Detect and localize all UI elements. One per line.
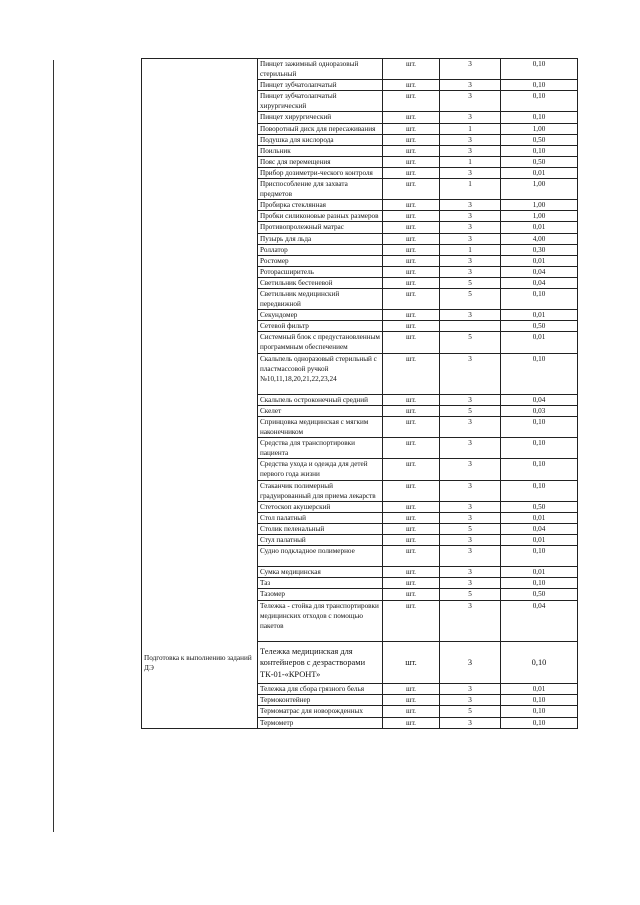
quantity-cell: 5 [440, 277, 501, 288]
quantity-cell [440, 321, 501, 332]
unit-cell: шт. [383, 222, 440, 233]
item-name-cell: Сетевой фильтр [258, 321, 383, 332]
unit-cell: шт. [383, 578, 440, 589]
quantity-cell: 3 [440, 222, 501, 233]
value-cell: 1,00 [501, 179, 578, 200]
quantity-cell: 3 [440, 438, 501, 459]
item-name-cell: Скелет [258, 405, 383, 416]
value-cell: 0,01 [501, 684, 578, 695]
left-margin-rule [53, 60, 54, 832]
unit-cell: шт. [383, 717, 440, 728]
unit-cell: шт. [383, 233, 440, 244]
quantity-cell: 3 [440, 717, 501, 728]
unit-cell: шт. [383, 244, 440, 255]
item-name-cell: Пробирка стеклянная [258, 200, 383, 211]
item-name-cell: Термоматрас для новорожденных [258, 706, 383, 717]
item-name-cell: Средства для транспортировки пациента [258, 438, 383, 459]
value-cell: 0,50 [501, 589, 578, 600]
item-name-cell: Термоконтейнер [258, 695, 383, 706]
quantity-cell: 3 [440, 353, 501, 394]
table-row [142, 59, 578, 80]
value-cell: 0,03 [501, 405, 578, 416]
unit-cell: шт. [383, 59, 440, 80]
quantity-cell: 5 [440, 706, 501, 717]
value-cell: 0,01 [501, 567, 578, 578]
item-name-cell: Тазомер [258, 589, 383, 600]
unit-cell: шт. [383, 535, 440, 546]
quantity-cell: 3 [440, 546, 501, 567]
unit-cell: шт. [383, 523, 440, 534]
item-name-cell: Стол палатный [258, 512, 383, 523]
value-cell: 0,10 [501, 480, 578, 501]
item-name-cell: Светильник бестеневой [258, 277, 383, 288]
quantity-cell: 5 [440, 288, 501, 309]
item-name-cell: Пинцет хирургический [258, 112, 383, 123]
quantity-cell: 1 [440, 123, 501, 134]
quantity-cell: 3 [440, 567, 501, 578]
item-name-cell: Противопролежный матрас [258, 222, 383, 233]
quantity-cell: 3 [440, 417, 501, 438]
quantity-cell: 3 [440, 512, 501, 523]
quantity-cell: 3 [440, 255, 501, 266]
unit-cell: шт. [383, 512, 440, 523]
equipment-table [141, 58, 578, 729]
item-name-cell: Тележка для сбора грязного белья [258, 684, 383, 695]
quantity-cell: 3 [440, 535, 501, 546]
quantity-cell: 3 [440, 310, 501, 321]
item-name-cell: Стетоскоп акушерский [258, 501, 383, 512]
unit-cell: шт. [383, 480, 440, 501]
unit-cell: шт. [383, 641, 440, 684]
value-cell: 0,10 [501, 641, 578, 684]
item-name-cell: Термометр [258, 717, 383, 728]
value-cell: 0,50 [501, 156, 578, 167]
value-cell: 0,04 [501, 394, 578, 405]
value-cell: 0,10 [501, 717, 578, 728]
item-name-cell: Стаканчик полимерный градуированный для приема лекарств [258, 480, 383, 501]
quantity-cell: 3 [440, 59, 501, 80]
value-cell: 0,10 [501, 706, 578, 717]
quantity-cell: 3 [440, 91, 501, 112]
value-cell: 0,01 [501, 310, 578, 321]
item-name-cell: Тележка - стойка для транспортировки медицинских отходов с помощью пакетов [258, 600, 383, 641]
value-cell: 0,10 [501, 695, 578, 706]
quantity-cell: 1 [440, 244, 501, 255]
value-cell: 0,30 [501, 244, 578, 255]
quantity-cell: 5 [440, 589, 501, 600]
value-cell: 0,10 [501, 459, 578, 480]
section-label-cell [142, 59, 258, 729]
item-name-cell: Светильник медицинский передвижной [258, 288, 383, 309]
value-cell: 0,10 [501, 112, 578, 123]
unit-cell: шт. [383, 684, 440, 695]
quantity-cell: 3 [440, 394, 501, 405]
unit-cell: шт. [383, 459, 440, 480]
value-cell: 1,00 [501, 211, 578, 222]
unit-cell: шт. [383, 438, 440, 459]
unit-cell: шт. [383, 706, 440, 717]
quantity-cell: 3 [440, 112, 501, 123]
value-cell: 0,01 [501, 332, 578, 353]
value-cell: 0,10 [501, 145, 578, 156]
quantity-cell: 5 [440, 332, 501, 353]
value-cell: 0,10 [501, 578, 578, 589]
item-name-cell: Приспособление для захвата предметов [258, 179, 383, 200]
value-cell: 0,50 [501, 134, 578, 145]
item-name-cell: Скальпель остроконечный средний [258, 394, 383, 405]
quantity-cell: 3 [440, 167, 501, 178]
quantity-cell: 3 [440, 266, 501, 277]
quantity-cell: 3 [440, 200, 501, 211]
value-cell: 0,01 [501, 222, 578, 233]
item-name-cell: Пинцет зажимный одноразовый стерильный [258, 59, 383, 80]
value-cell: 1,00 [501, 200, 578, 211]
item-name-cell: Столик пеленальный [258, 523, 383, 534]
quantity-cell: 3 [440, 233, 501, 244]
quantity-cell: 3 [440, 578, 501, 589]
unit-cell: шт. [383, 145, 440, 156]
value-cell: 0,01 [501, 167, 578, 178]
unit-cell: шт. [383, 200, 440, 211]
item-name-cell: Системный блок с предустановленным программным обеспечением [258, 332, 383, 353]
unit-cell: шт. [383, 211, 440, 222]
unit-cell: шт. [383, 134, 440, 145]
equipment-table-body [142, 59, 578, 729]
value-cell: 0,10 [501, 80, 578, 91]
unit-cell: шт. [383, 600, 440, 641]
quantity-cell: 3 [440, 80, 501, 91]
unit-cell: шт. [383, 80, 440, 91]
quantity-cell: 3 [440, 641, 501, 684]
value-cell: 0,10 [501, 353, 578, 394]
unit-cell: шт. [383, 695, 440, 706]
value-cell: 0,10 [501, 417, 578, 438]
item-name-cell: Прибор дозиметри-ческого контроля [258, 167, 383, 178]
quantity-cell: 3 [440, 695, 501, 706]
item-name-cell: Пинцет зубчатолапчатый [258, 80, 383, 91]
quantity-cell: 3 [440, 480, 501, 501]
item-name-cell: Скальпель одноразовый стерильный с пластмассовой ручкой №10,11,18,20,21,22,23,24 [258, 353, 383, 394]
item-name-cell: Стул палатный [258, 535, 383, 546]
unit-cell: шт. [383, 288, 440, 309]
value-cell: 0,10 [501, 438, 578, 459]
unit-cell: шт. [383, 546, 440, 567]
item-name-cell: Пояс для перемещения [258, 156, 383, 167]
unit-cell: шт. [383, 266, 440, 277]
unit-cell: шт. [383, 167, 440, 178]
value-cell: 0,10 [501, 546, 578, 567]
value-cell: 0,10 [501, 91, 578, 112]
item-name-cell: Спринцовка медицинская с мягким наконечником [258, 417, 383, 438]
value-cell: 0,10 [501, 288, 578, 309]
unit-cell: шт. [383, 91, 440, 112]
value-cell: 0,50 [501, 501, 578, 512]
value-cell: 0,01 [501, 535, 578, 546]
quantity-cell: 3 [440, 501, 501, 512]
item-name-cell: Подушка для кислорода [258, 134, 383, 145]
item-name-cell: Сумка медицинская [258, 567, 383, 578]
quantity-cell: 3 [440, 134, 501, 145]
quantity-cell: 1 [440, 156, 501, 167]
value-cell: 4,00 [501, 233, 578, 244]
item-name-cell: Секундомер [258, 310, 383, 321]
item-name-cell: Поворотный диск для пересаживания [258, 123, 383, 134]
unit-cell: шт. [383, 255, 440, 266]
item-name-cell: Поильник [258, 145, 383, 156]
item-name-cell: Судно подкладное полимерное [258, 546, 383, 567]
quantity-cell: 3 [440, 145, 501, 156]
unit-cell: шт. [383, 405, 440, 416]
value-cell: 0,10 [501, 59, 578, 80]
unit-cell: шт. [383, 501, 440, 512]
unit-cell: шт. [383, 123, 440, 134]
item-name-cell: Тележка медицинская для контейнеров с дезрастворами ТК-01-«КРОНТ» [258, 641, 383, 684]
value-cell: 0,01 [501, 512, 578, 523]
value-cell: 1,00 [501, 123, 578, 134]
unit-cell: шт. [383, 321, 440, 332]
unit-cell: шт. [383, 589, 440, 600]
unit-cell: шт. [383, 112, 440, 123]
value-cell: 0,04 [501, 266, 578, 277]
item-name-cell: Ростомер [258, 255, 383, 266]
value-cell: 0,04 [501, 600, 578, 641]
unit-cell: шт. [383, 394, 440, 405]
quantity-cell: 3 [440, 459, 501, 480]
value-cell: 0,50 [501, 321, 578, 332]
item-name-cell: Пинцет зубчатолапчатый хирургический [258, 91, 383, 112]
section-label-text: Подготовка к выполнению заданий ДЭ [144, 653, 252, 673]
unit-cell: шт. [383, 417, 440, 438]
value-cell: 0,01 [501, 255, 578, 266]
value-cell: 0,04 [501, 277, 578, 288]
item-name-cell: Пробки силиконовые разных размеров [258, 211, 383, 222]
quantity-cell: 3 [440, 600, 501, 641]
unit-cell: шт. [383, 332, 440, 353]
value-cell: 0,04 [501, 523, 578, 534]
unit-cell: шт. [383, 179, 440, 200]
quantity-cell: 1 [440, 179, 501, 200]
item-name-cell: Таз [258, 578, 383, 589]
unit-cell: шт. [383, 353, 440, 394]
item-name-cell: Роторасширитель [258, 266, 383, 277]
item-name-cell: Средства ухода и одежда для детей первого года жизни [258, 459, 383, 480]
quantity-cell: 3 [440, 211, 501, 222]
unit-cell: шт. [383, 156, 440, 167]
unit-cell: шт. [383, 310, 440, 321]
quantity-cell: 5 [440, 405, 501, 416]
unit-cell: шт. [383, 277, 440, 288]
item-name-cell: Пузырь для льда [258, 233, 383, 244]
quantity-cell: 3 [440, 684, 501, 695]
quantity-cell: 5 [440, 523, 501, 534]
unit-cell: шт. [383, 567, 440, 578]
item-name-cell: Роллатор [258, 244, 383, 255]
